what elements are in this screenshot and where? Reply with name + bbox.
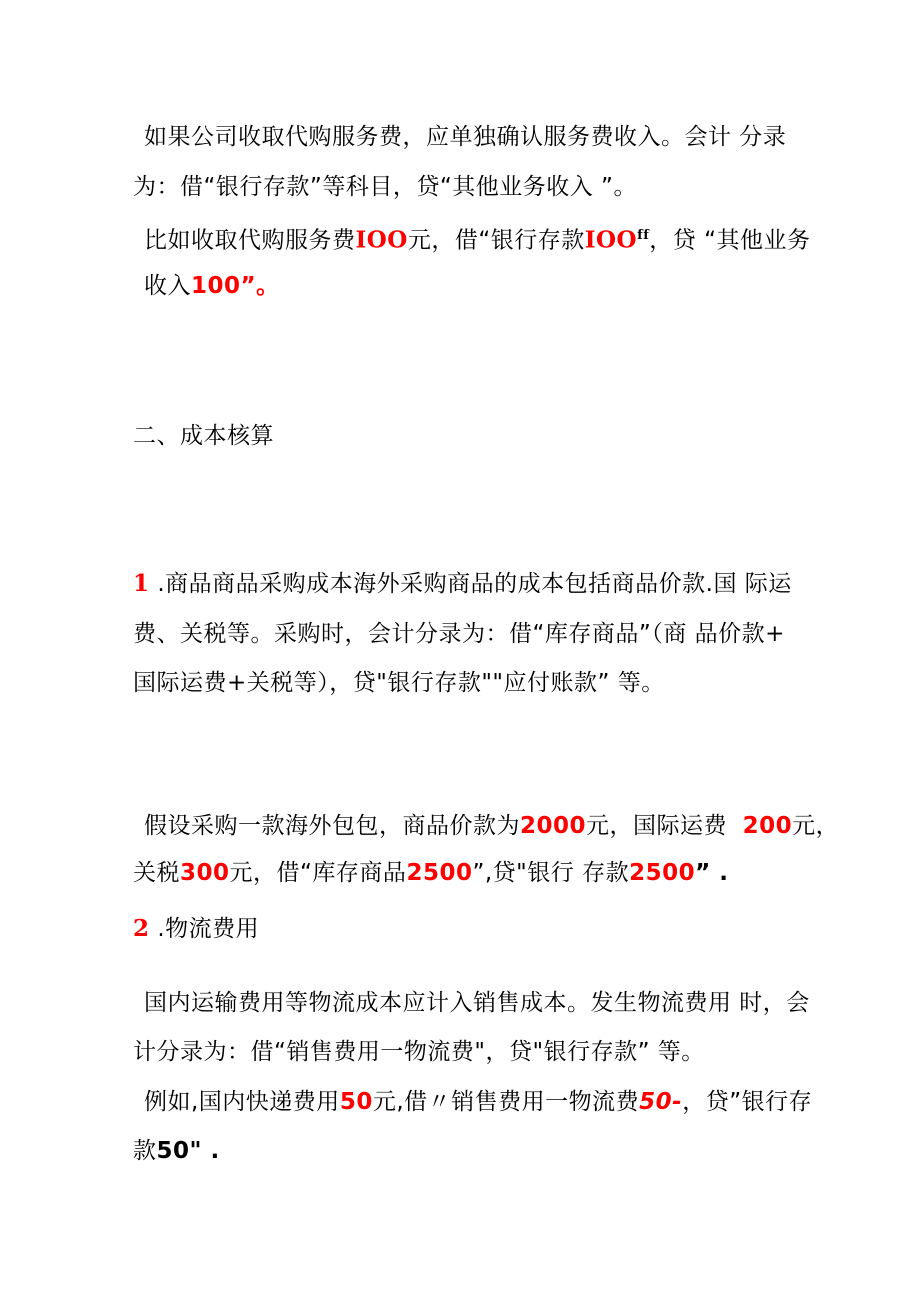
paragraph-3-line-1: 国内运输费用等物流成本应计入销售成本。发生物流费用 时，会 — [144, 990, 810, 1016]
text: 元，借“库存商品 — [229, 860, 407, 886]
text: 元，国际运费 — [586, 813, 728, 839]
example-1-line-1 — [144, 811, 839, 841]
example-2-line-2 — [133, 1136, 220, 1166]
amount: 2500 — [629, 860, 696, 886]
text: 元， — [792, 813, 840, 839]
item-number: 1 — [133, 570, 150, 597]
item-number: 2 — [133, 915, 150, 942]
text: 关税 — [133, 860, 180, 886]
text: 比如收取代购服务费 — [144, 227, 356, 254]
text: .物流费用 — [157, 916, 260, 942]
text: 元,借〃销售费用一物流费 — [372, 1089, 640, 1115]
text: .商品商品采购成本海外采购商品的成本包括商品价款.国 际运 — [157, 571, 792, 597]
paragraph-2-line-2 — [144, 271, 280, 301]
amount: 50 — [339, 1089, 373, 1115]
amount: 2500 — [406, 860, 473, 886]
text: 假设采购一款海外包包，商品价款为 — [144, 813, 520, 839]
amount: 50- — [639, 1089, 683, 1115]
amount: 100”。 — [191, 273, 280, 299]
paragraph-1-line-2: 为：借“银行存款”等科目，贷“其他业务收入 ”。 — [133, 174, 637, 200]
amount: 50" . — [156, 1138, 220, 1164]
paragraph-1-line-1: 如果公司收取代购服务费，应单独确认服务费收入。会计 分录 — [144, 124, 787, 150]
text: ff — [637, 228, 650, 243]
text: ，贷 “其他业务 — [649, 227, 811, 254]
amount: IOO — [584, 226, 638, 254]
amount: 300 — [180, 860, 230, 886]
amount: 2000 — [520, 813, 587, 839]
text: 元，借“银行存款 — [407, 227, 585, 254]
text: 款 — [133, 1138, 157, 1164]
text: 例如,国内快递费用 — [144, 1089, 340, 1115]
text: 收入 — [144, 273, 191, 299]
paragraph-2-line-1 — [144, 221, 811, 256]
text: ” . — [695, 860, 729, 886]
section-heading: 二、成本核算 — [133, 423, 274, 449]
paragraph-3-line-2: 计分录为：借“销售费用一物流费"，贷"银行存款” 等。 — [133, 1039, 705, 1065]
amount: IOO — [355, 226, 408, 254]
item-1-line-3: 国际运费+关税等），贷"银行存款""应付账款” 等。 — [133, 670, 665, 696]
example-2-line-1 — [144, 1087, 812, 1117]
amount: 200 — [742, 813, 793, 839]
text: ，贷”银行存 — [682, 1089, 813, 1115]
item-1-line-1 — [133, 569, 792, 599]
text: ”,贷"银行 存款 — [472, 860, 630, 886]
item-1-line-2: 费、关税等。采购时，会计分录为：借“库存商品”（商 品价款+ — [133, 621, 785, 647]
example-1-line-2 — [133, 858, 728, 888]
item-2-heading — [133, 914, 259, 944]
